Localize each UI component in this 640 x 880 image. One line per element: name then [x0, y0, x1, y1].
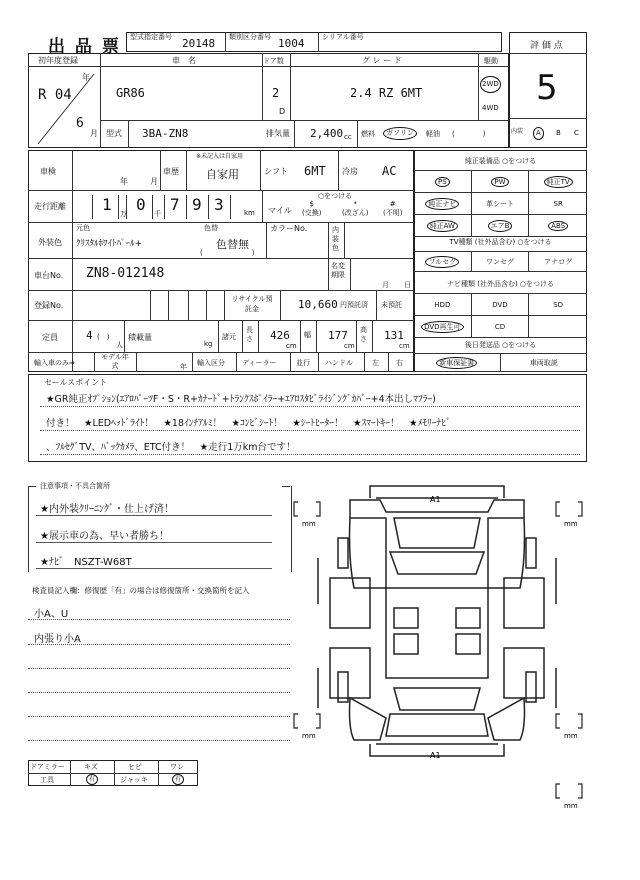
circle-note: ○をつける — [318, 192, 353, 200]
mm-unit: mm — [302, 732, 316, 740]
history-label: 車歴 — [163, 167, 179, 176]
parallel: 並行 — [296, 359, 310, 367]
fuel-gasoline: ガソリン — [383, 127, 417, 140]
mileage-digit: 1 — [102, 195, 112, 214]
name-change-month: 月 — [382, 281, 389, 289]
sen-unit: 千 — [154, 210, 161, 218]
score-value: 5 — [536, 68, 558, 108]
original-color-label: 元色 — [76, 224, 90, 232]
capacity-label: 定員 — [42, 333, 58, 342]
later-title: 後日発送品 ○をつける — [464, 341, 537, 349]
door-type: D — [279, 107, 286, 116]
history-value: 自家用 — [206, 168, 239, 181]
nav-item — [529, 316, 587, 338]
interior-color-label: 内装色 — [332, 226, 339, 252]
model-type: 3BA-ZN8 — [142, 127, 189, 140]
mm-unit: mm — [564, 802, 578, 808]
km-unit: km — [244, 209, 255, 217]
interior-a: A — [533, 127, 544, 140]
length-unit: cm — [286, 342, 297, 350]
equip-item — [529, 215, 587, 237]
fuel-light: 軽油 — [426, 130, 440, 138]
equip-circled-mark: 純正AW — [427, 220, 458, 232]
nav-circled-mark: DVD再生可 — [421, 321, 463, 333]
shift-value: 6MT — [304, 164, 326, 178]
chassis-label: 車台No. — [34, 271, 64, 280]
inspection-month-unit: 月 — [150, 177, 158, 186]
first-reg-month: 6 — [76, 116, 84, 131]
nav-item: CD — [472, 316, 530, 338]
name-change-day: 日 — [404, 281, 411, 289]
exterior-color-label: 外装色 — [38, 238, 62, 247]
jack-label: ジャッキ — [120, 776, 148, 784]
equip-item: 革シート — [472, 193, 530, 215]
nav-title: ナビ種類 (社外品含む) ○をつける — [446, 280, 555, 288]
interior-label: 内装 — [511, 128, 524, 135]
note-line-2: ★展示車の為、早い者勝ち！ — [40, 531, 169, 542]
door-mirror-label: ドアミラー — [30, 763, 65, 771]
fuel-label: 燃料 — [361, 130, 375, 138]
ac-label: 冷房 — [342, 167, 358, 176]
import-type-label: 輸入区分 — [197, 359, 225, 367]
handle-label: ハンドル — [325, 359, 353, 367]
scratch-label: キズ — [84, 763, 98, 771]
sales-line-1: ★GR純正ｵﾌﾟｼｮﾝ(ｴｱﾛﾊﾟｰﾂF・S・R+ｶﾅｰﾄﾞ+ﾄﾗﾝｸｽﾎﾟｲﾗｰ+ｴｱﾛｽﾀﾋﾞﾗｲｼﾞﾝｸﾞｶﾊﾞｰ+4本出しﾏﾌﾗｰ) — [46, 394, 436, 405]
score-label: 評 価 点 — [530, 41, 563, 51]
later-circled-mark: 新車保証書 — [436, 357, 477, 369]
height-label: 高さ — [360, 326, 367, 343]
drive-2wd: 2WD — [480, 76, 501, 93]
dealer: ディーラー — [242, 359, 277, 367]
grade: 2.4 RZ 6MT — [350, 86, 423, 100]
later-item: 車両取説 — [501, 354, 588, 372]
width-label: 幅 — [304, 331, 311, 339]
length: 426 — [270, 329, 290, 342]
equip-item — [472, 215, 530, 237]
car-name: GR86 — [116, 86, 145, 100]
name-change-label: 名変期限 — [331, 262, 345, 279]
note-line-1: ★内外装ｸﾘｰﾆﾝｸﾞ・仕上げ済！ — [40, 504, 174, 515]
equip-circled-mark: 純正TV — [544, 176, 573, 188]
inspection-label: 車検 — [40, 167, 56, 176]
nav-item: SD — [529, 294, 587, 316]
model-designation: 20148 — [182, 37, 216, 50]
kg-unit: kg — [204, 340, 213, 348]
front-damage-mark: A1 — [430, 495, 441, 504]
crack-label: ヒビ — [128, 763, 142, 771]
note-line-3: ★ﾅﾋﾞ NSZT-W68T — [40, 557, 132, 568]
nav-item: DVD — [472, 294, 530, 316]
chassis: ZN8-012148 — [86, 266, 165, 281]
later-item — [414, 354, 501, 372]
drive-label: 駆動 — [484, 57, 498, 65]
car-name-label: 車 名 — [172, 56, 196, 65]
ac-value: AC — [382, 164, 397, 178]
shift-label: シフト — [264, 167, 288, 176]
height-unit: cm — [399, 342, 410, 350]
equip-circled-mark: エアB — [488, 220, 513, 232]
notes-label: 注意事項・不具合箇所 — [40, 482, 110, 490]
displacement: 2,400 — [310, 127, 344, 140]
mileage-tampered: * (改ざん) — [342, 200, 369, 217]
grade-label: グ レ ー ド — [362, 56, 402, 65]
mileage-digit: 9 — [192, 195, 202, 214]
sales-line-2: 付き！ ★LEDﾍｯﾄﾞﾗｲﾄ！ ★18ｲﾝﾁｱﾙﾐ！ ★ｺﾝﾋﾞｼｰﾄ！ ★ｼｰﾄﾋｰﾀｰ！ ★ｽﾏｰﾄｷｰ！ ★ﾒﾓﾘｰﾅﾋﾞ — [46, 418, 451, 429]
recycle-unit: 円預託済 — [340, 301, 368, 309]
mm-unit: mm — [564, 732, 578, 740]
equip-circled-mark: PS — [435, 177, 450, 187]
nav-item — [414, 316, 472, 338]
year-unit: 年 — [82, 73, 90, 82]
import-label: 輸入車のみ⇒ — [34, 359, 75, 367]
reg-no-label: 登録No. — [34, 301, 64, 310]
mileage-label: 走行距離 — [34, 202, 66, 211]
equip-item — [529, 171, 587, 193]
height: 131 — [384, 329, 404, 342]
mm-unit: mm — [302, 520, 316, 528]
equip-item — [414, 171, 472, 193]
page-title: 出 品 票 — [48, 37, 121, 57]
model-year-label: モデル年式 — [101, 353, 129, 370]
jack-have: 有 — [172, 774, 184, 785]
tv-item: ワンセグ — [472, 252, 530, 272]
mileage-exchange: $ (交換) — [302, 200, 322, 217]
sales-label: セールスポイント — [44, 378, 108, 387]
serial-label: シリアル番号 — [322, 33, 364, 41]
model-type-label: 型式 — [106, 129, 122, 138]
color-no-label: 色替 — [204, 224, 218, 232]
doors: 2 — [272, 86, 280, 100]
category: 1004 — [278, 37, 305, 50]
person-unit: 人 — [116, 341, 123, 349]
cc-unit: cc — [344, 133, 352, 141]
recycle: 10,660 — [298, 298, 338, 311]
recycle-label: リサイクル預託金 — [231, 295, 273, 313]
category-label: 類別区分番号 — [229, 33, 271, 41]
drive-4wd: 4WD — [482, 104, 499, 112]
right-handle: 右 — [396, 359, 403, 367]
inspector-label: 検査員記入欄：修復歴「有」の場合は修復箇所・交換箇所を記入 — [32, 586, 250, 595]
first-reg-label: 初年度登録 — [38, 56, 78, 65]
month-unit: 月 — [90, 129, 98, 138]
equip-circled-mark: PW — [491, 177, 508, 187]
equipment-panel — [414, 150, 587, 372]
equip-item — [414, 215, 472, 237]
width: 177 — [328, 329, 348, 342]
history-note: ※未記入は自家用 — [196, 153, 244, 160]
left-handle: 左 — [372, 359, 379, 367]
doors-label: ドア数 — [263, 57, 284, 65]
inspector-line-2: 内張り小A — [34, 634, 81, 645]
tools-have: 有 — [86, 774, 98, 785]
inspection-year-unit: 年 — [120, 177, 128, 186]
not-deposited: 未預託 — [381, 301, 402, 309]
length-label: 長さ — [246, 326, 253, 343]
mileage-unknown: # (不明) — [383, 200, 403, 217]
mileage-digit: 0 — [136, 195, 146, 214]
equip-item — [472, 171, 530, 193]
dims-label: 諸元 — [222, 333, 236, 341]
equipment-title: 純正装備品 ○をつける — [464, 157, 537, 165]
tv-title: TV種類 (社外品含む) ○をつける — [449, 238, 552, 246]
mileage-digit: 3 — [214, 195, 224, 214]
car-damage-diagram — [290, 478, 590, 808]
break-label: ワレ — [170, 763, 184, 771]
equip-circled-mark: 純正ナビ — [425, 198, 459, 210]
interior-b: B — [556, 129, 561, 137]
original-color: ｸﾘｽﾀﾙﾎﾜｲﾄﾊﾟｰﾙ+ — [76, 239, 143, 249]
mileage-digit: 7 — [170, 195, 180, 214]
equip-circled-mark: ABS — [548, 221, 568, 231]
load-label: 積載量 — [128, 333, 152, 342]
equip-item — [414, 193, 472, 215]
tv-circled-mark: フルセグ — [425, 256, 459, 268]
inspector-line-1: 小A、U — [34, 609, 69, 620]
model-designation-label: 型式指定番号 — [130, 33, 172, 41]
tv-item: アナログ — [529, 252, 587, 272]
man-unit: 万 — [120, 210, 127, 218]
color-no-field: カラーNo. — [270, 224, 308, 233]
first-reg-era: R 04 — [38, 87, 72, 103]
capacity: 4 — [86, 329, 93, 342]
equip-item: SR — [529, 193, 587, 215]
rear-damage-mark: A1 — [430, 751, 441, 760]
mile-label: マイル — [268, 206, 292, 215]
nav-item: HDD — [414, 294, 472, 316]
repaint: 色替無 — [216, 238, 249, 251]
model-year-unit: 年 — [180, 363, 187, 371]
width-unit: cm — [344, 342, 355, 350]
interior-c: C — [574, 129, 579, 137]
tv-item — [414, 252, 472, 272]
tools-label: 工具 — [40, 776, 54, 784]
mm-unit: mm — [564, 520, 578, 528]
displacement-label: 排気量 — [266, 129, 290, 138]
sales-line-3: 、ﾌﾙｾｸﾞTV、ﾊﾞｯｸｶﾒﾗ、ETC付き！ ★走行1万km台です！ — [46, 442, 296, 453]
